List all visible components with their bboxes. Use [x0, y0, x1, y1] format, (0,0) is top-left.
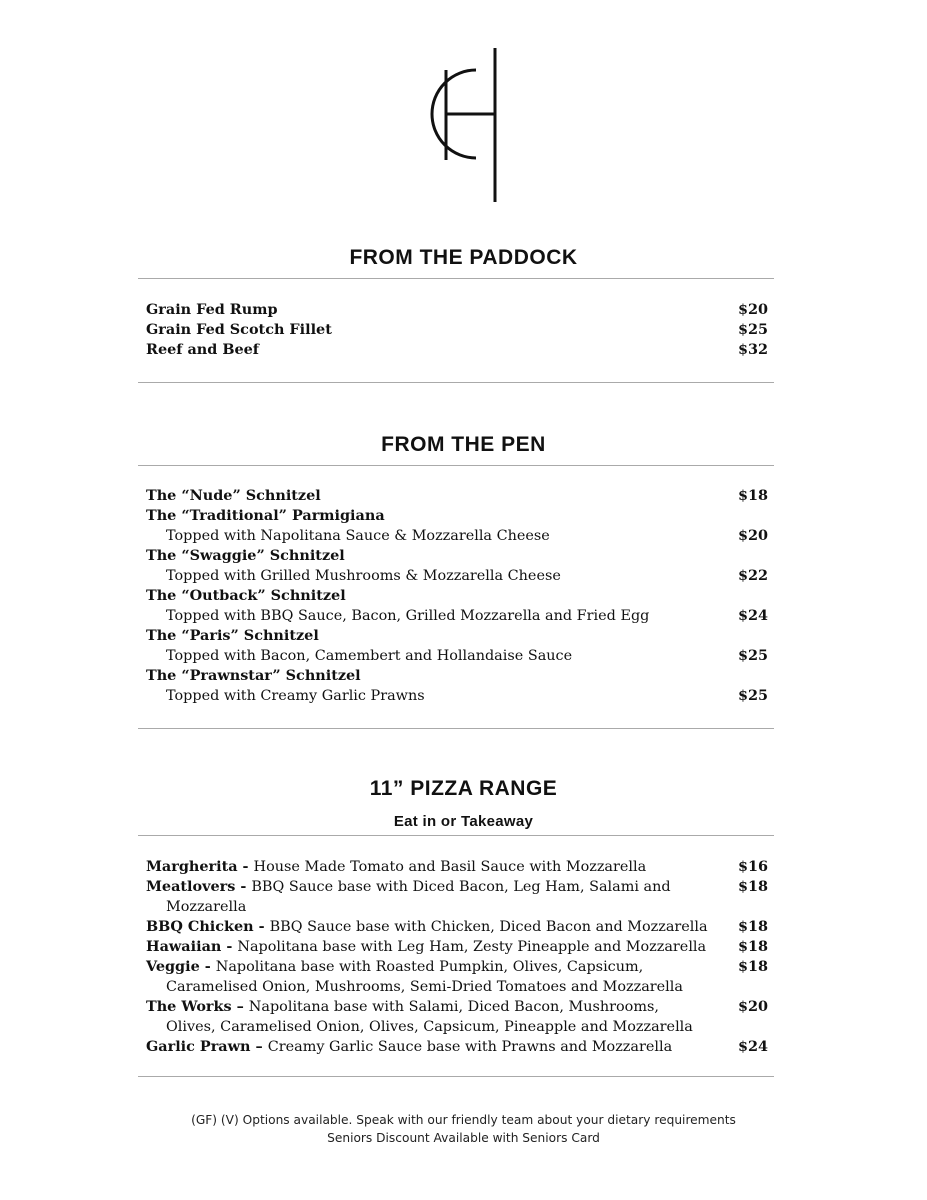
item-separator: - — [237, 858, 254, 875]
pizza-menu-list — [146, 857, 768, 1057]
item-description: Topped with Grilled Mushrooms & Mozzarella Cheese — [166, 568, 561, 584]
item-text — [146, 859, 646, 875]
item-name: Grain Fed Rump — [146, 301, 278, 318]
item-description-cont: Caramelised Onion, Mushrooms, Semi-Dried Tomatoes and Mozzarella — [166, 979, 683, 995]
item-name: Hawaiian — [146, 938, 222, 955]
item-description: House Made Tomato and Basil Sauce with Mozzarella — [253, 859, 647, 875]
item-price: $32 — [737, 341, 768, 358]
item-name: The Works — [146, 998, 232, 1015]
menu-item — [146, 300, 768, 320]
item-name: The “Nude” Schnitzel — [146, 487, 321, 504]
item-price: $25 — [737, 647, 768, 664]
item-price: $20 — [737, 998, 768, 1015]
item-name: The “Prawnstar” Schnitzel — [146, 667, 361, 684]
item-separator: - — [253, 918, 270, 935]
item-name: The “Outback” Schnitzel — [146, 587, 346, 604]
item-text — [146, 919, 708, 935]
section-title-pen: FROM THE PEN — [381, 433, 546, 456]
item-price: $24 — [737, 607, 768, 624]
item-name: Veggie — [146, 958, 200, 975]
item-description: Topped with Napolitana Sauce & Mozzarella Cheese — [166, 528, 550, 544]
item-description: Topped with Creamy Garlic Prawns — [166, 688, 425, 704]
item-price: $22 — [737, 567, 768, 584]
item-description: Napolitana base with Salami, Diced Bacon, Mushrooms, — [248, 999, 659, 1015]
menu-item-description — [146, 606, 768, 626]
menu-item — [146, 857, 768, 877]
menu-item — [146, 340, 768, 360]
item-separator: – — [250, 1038, 268, 1055]
item-name: Grain Fed Scotch Fillet — [146, 321, 332, 338]
menu-item-description — [146, 686, 768, 706]
item-description: Creamy Garlic Sauce base with Prawns and Mozzarella — [267, 1039, 673, 1055]
item-name: Garlic Prawn — [146, 1038, 251, 1055]
divider — [138, 382, 774, 383]
item-text — [146, 999, 659, 1015]
menu-item-description — [146, 977, 768, 997]
item-price: $18 — [737, 938, 768, 955]
item-description: BBQ Sauce base with Diced Bacon, Leg Ham, Salami and — [251, 879, 671, 895]
item-name: Margherita — [146, 858, 238, 875]
menu-item — [146, 997, 768, 1017]
menu-item-description — [146, 646, 768, 666]
item-price: $24 — [737, 1038, 768, 1055]
item-description: Topped with Bacon, Camembert and Hollandaise Sauce — [166, 648, 573, 664]
dietary-note: (GF) (V) Options available. Speak with our friendly team about your dietary requirements — [191, 1113, 736, 1127]
item-description: Topped with BBQ Sauce, Bacon, Grilled Mozzarella and Fried Egg — [166, 608, 650, 624]
divider — [138, 465, 774, 466]
menu-item — [146, 1037, 768, 1057]
section-title-paddock: FROM THE PADDOCK — [349, 246, 578, 269]
divider — [138, 835, 774, 836]
item-price: $18 — [737, 878, 768, 895]
section-title-pizza: 11” PIZZA RANGE — [369, 777, 558, 800]
item-price: $25 — [737, 321, 768, 338]
item-text — [146, 1039, 672, 1055]
menu-item — [146, 666, 768, 686]
menu-item-description — [146, 566, 768, 586]
item-separator: - — [235, 878, 252, 895]
item-name: The “Swaggie” Schnitzel — [146, 547, 345, 564]
pen-menu-list — [146, 486, 768, 706]
item-name: Reef and Beef — [146, 341, 259, 358]
item-separator: - — [199, 958, 216, 975]
seniors-note: Seniors Discount Available with Seniors Card — [327, 1131, 600, 1145]
item-text — [146, 959, 643, 975]
item-name: The “Traditional” Parmigiana — [146, 507, 385, 524]
menu-item-description — [146, 1017, 768, 1037]
footer-note — [0, 1111, 927, 1147]
item-separator: – — [231, 998, 249, 1015]
menu-item — [146, 957, 768, 977]
item-text — [146, 939, 706, 955]
item-price: $20 — [737, 527, 768, 544]
item-price: $16 — [737, 858, 768, 875]
menu-item — [146, 937, 768, 957]
item-description: BBQ Sauce base with Chicken, Diced Bacon and Mozzarella — [269, 919, 708, 935]
divider — [138, 1076, 774, 1077]
divider — [138, 278, 774, 279]
item-price: $18 — [737, 958, 768, 975]
menu-item — [146, 877, 768, 897]
menu-item — [146, 546, 768, 566]
divider — [138, 728, 774, 729]
paddock-menu-list — [146, 300, 768, 360]
menu-item — [146, 586, 768, 606]
item-price: $25 — [737, 687, 768, 704]
item-name: Meatlovers — [146, 878, 236, 895]
item-description-cont: Olives, Caramelised Onion, Olives, Capsicum, Pineapple and Mozzarella — [166, 1019, 693, 1035]
item-price: $20 — [737, 301, 768, 318]
menu-item — [146, 486, 768, 506]
item-text — [146, 879, 671, 895]
item-price: $18 — [737, 487, 768, 504]
menu-item — [146, 506, 768, 526]
menu-item — [146, 917, 768, 937]
item-description: Napolitana base with Leg Ham, Zesty Pineapple and Mozzarella — [237, 939, 707, 955]
item-description: Napolitana base with Roasted Pumpkin, Olives, Capsicum, — [215, 959, 644, 975]
section-subtitle-pizza: Eat in or Takeaway — [393, 813, 534, 830]
menu-item — [146, 626, 768, 646]
item-name: The “Paris” Schnitzel — [146, 627, 319, 644]
item-name: BBQ Chicken — [146, 918, 254, 935]
menu-item — [146, 320, 768, 340]
menu-item-description — [146, 897, 768, 917]
menu-item-description — [146, 526, 768, 546]
item-description-cont: Mozzarella — [166, 899, 247, 915]
ch-logo — [396, 48, 500, 204]
item-separator: - — [221, 938, 238, 955]
item-price: $18 — [737, 918, 768, 935]
